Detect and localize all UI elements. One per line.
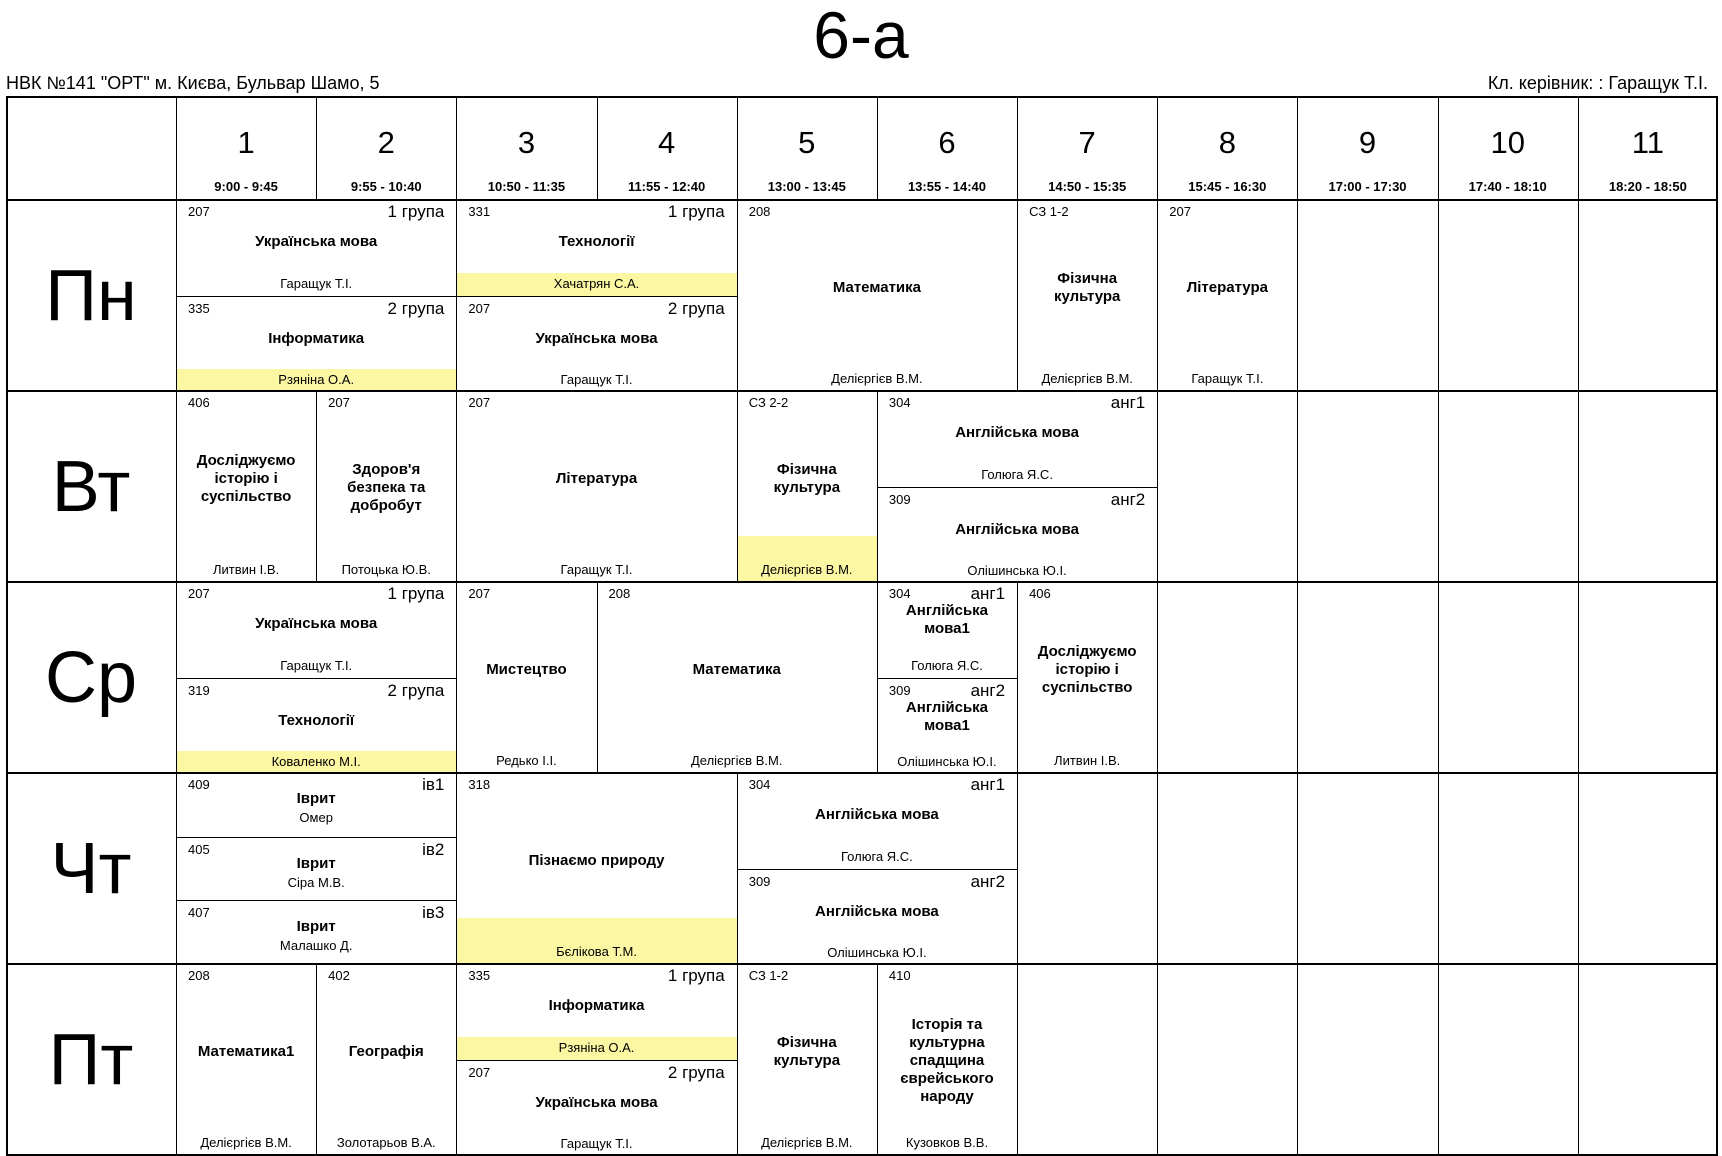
room-number: 207 [468, 1064, 491, 1080]
grid-line [6, 772, 1718, 774]
subject-name: Іврит [296, 918, 336, 936]
lesson-cell [877, 964, 1017, 1155]
period-time: 18:20 - 18:50 [1608, 179, 1687, 194]
grid-line [456, 391, 457, 582]
period-time: 10:50 - 11:35 [487, 179, 566, 194]
day-label: Вт [51, 446, 131, 527]
subject-name: Технології [278, 711, 355, 729]
subject-name: Досліджуємо історію і суспільство [1037, 643, 1137, 696]
period-time: 15:45 - 16:30 [1188, 179, 1267, 194]
subject-name: Іврит [296, 854, 336, 872]
grid-line [6, 199, 1718, 201]
group-label: 2 група [667, 298, 725, 318]
subject-name: Географія [348, 1043, 424, 1060]
period-time: 13:55 - 14:40 [907, 179, 986, 194]
grid-line [316, 964, 317, 1155]
period-number: 10 [1490, 125, 1525, 160]
room-number: 304 [748, 777, 771, 792]
room-number: 331 [468, 204, 491, 219]
room-number: 309 [888, 682, 911, 698]
subject-name: Англійська мова [815, 806, 939, 823]
grid-line [1578, 773, 1579, 964]
grid-line [1157, 200, 1158, 391]
period-number: 2 [377, 125, 395, 160]
subject-name: Інформатика [548, 997, 645, 1014]
period-header [597, 96, 737, 200]
group-label: анг1 [970, 775, 1006, 794]
subject-name: Англійська мова1 [905, 602, 989, 637]
group-label: 1 група [667, 202, 725, 221]
lesson-cell [176, 773, 456, 837]
subject-name: Література [1186, 279, 1268, 296]
room-number: СЗ 1-2 [748, 968, 789, 983]
group-label: анг2 [970, 871, 1006, 891]
grid-line [1438, 391, 1439, 582]
lesson-cell [737, 773, 1017, 869]
room-number: СЗ 1-2 [1029, 204, 1069, 219]
grid-line [737, 773, 738, 964]
teacher-name: Олішинська Ю.І. [897, 754, 997, 769]
grid-line [1157, 964, 1158, 1155]
grid-line [597, 96, 598, 200]
room-number: 207 [188, 204, 210, 219]
period-time: 11:55 - 12:40 [627, 179, 706, 194]
lesson-cell [1017, 200, 1157, 391]
lesson-cell [1017, 582, 1157, 773]
lesson-cell [877, 582, 1017, 678]
school-name: НВК №141 "ОРТ" м. Києва, Бульвар Шамо, 5 [6, 73, 380, 93]
subject-name: Мистецтво [486, 661, 567, 678]
grid-line [737, 391, 738, 582]
teacher-name: Голюга Я.С. [911, 657, 983, 673]
room-number: 304 [888, 586, 911, 601]
teacher-name: Потоцька Ю.В. [341, 562, 431, 577]
grid-line [456, 773, 457, 964]
period-header [176, 96, 316, 200]
timetable-grid [6, 96, 1718, 1156]
room-number: 207 [1169, 204, 1191, 219]
grid-line [1438, 96, 1439, 200]
class-teacher: Кл. керівник: : Гаращук Т.І. [1487, 73, 1708, 93]
grid-line [737, 96, 738, 200]
period-number: 7 [1078, 125, 1096, 160]
group-label: 1 група [667, 966, 725, 985]
subject-name: Фізична культура [1053, 270, 1121, 305]
subject-name: Пізнаємо природу [528, 852, 665, 869]
teacher-name: Делієргієв В.М. [1041, 371, 1133, 386]
room-number: 335 [188, 300, 210, 316]
teacher-name: Голюга Я.С. [981, 466, 1053, 482]
grid-line [456, 96, 457, 200]
teacher-name: Гаращук Т.І. [1191, 371, 1264, 386]
lesson-cell [176, 837, 456, 901]
subject-name: Математика1 [197, 1043, 295, 1060]
teacher-name: Гаращук Т.І. [560, 1136, 633, 1151]
teacher-name: Гаращук Т.І. [560, 372, 633, 387]
room-number: 208 [608, 586, 631, 601]
teacher-name: Рзяніна О.А. [558, 1039, 635, 1055]
lesson-cell [597, 582, 877, 773]
room-number: 407 [188, 905, 210, 921]
grid-line [1297, 200, 1298, 391]
group-label: 1 група [387, 584, 445, 603]
lesson-cell [456, 582, 596, 773]
teacher-name: Омер [299, 810, 333, 825]
subject-name: Українська мова [255, 233, 378, 250]
subject-name: Досліджуємо історію і суспільство [196, 452, 296, 505]
subject-name: Англійська мова [815, 902, 939, 920]
room-number: 208 [748, 204, 771, 219]
teacher-name: Олішинська Ю.І. [827, 945, 927, 960]
lesson-cell [737, 964, 877, 1155]
lesson-cell [456, 964, 736, 1060]
group-label: ів3 [422, 903, 445, 923]
subject-name: Здоров'я безпека та добробут [347, 461, 426, 514]
subject-name: Англійська мова [955, 424, 1079, 441]
lesson-cell [1157, 200, 1297, 391]
period-header [1017, 96, 1157, 200]
period-number: 9 [1358, 125, 1377, 160]
grid-line [1438, 200, 1439, 391]
lesson-cell [316, 964, 456, 1155]
room-number: 335 [468, 968, 491, 983]
subject-name: Математика [692, 661, 781, 678]
grid-line [316, 391, 317, 582]
period-number: 4 [657, 125, 676, 160]
period-number: 3 [517, 125, 536, 160]
teacher-name: Редько І.І. [496, 753, 557, 768]
grid-line [456, 582, 457, 773]
group-label: ів2 [422, 839, 445, 859]
subject-name: Математика [832, 279, 921, 296]
lesson-cell [176, 900, 456, 964]
grid-line [456, 200, 457, 391]
period-header [1297, 96, 1437, 200]
teacher-name: Малашко Д. [279, 938, 353, 954]
day-label: Чт [50, 828, 132, 909]
grid-line [1017, 200, 1018, 391]
teacher-name: Кузовков В.В. [905, 1135, 989, 1150]
group-label: ів1 [422, 775, 445, 794]
grid-line [1578, 582, 1579, 773]
lesson-cell [176, 391, 316, 582]
teacher-name: Хачатрян С.А. [553, 275, 640, 291]
grid-line [6, 963, 1718, 965]
room-number: 406 [188, 395, 210, 410]
room-number: СЗ 2-2 [748, 395, 789, 410]
room-number: 406 [1029, 586, 1051, 601]
period-number: 11 [1631, 125, 1664, 160]
grid-line [316, 96, 317, 200]
lesson-cell [176, 678, 456, 774]
grid-line [1297, 964, 1298, 1155]
subject-name: Англійська мова [955, 520, 1079, 538]
room-number: 207 [468, 395, 491, 410]
period-time: 17:40 - 18:10 [1468, 179, 1547, 194]
room-number: 410 [888, 968, 911, 983]
subject-name: Література [555, 470, 638, 487]
grid-line [1157, 773, 1158, 964]
room-number: 304 [888, 395, 911, 410]
grid-line [176, 96, 177, 1156]
group-label: 1 група [387, 202, 445, 221]
grid-line [1017, 964, 1018, 1155]
grid-line [6, 390, 1718, 392]
lesson-cell [877, 391, 1157, 487]
grid-line [1438, 773, 1439, 964]
period-time: 14:50 - 15:35 [1048, 179, 1127, 194]
lesson-cell [737, 391, 877, 582]
room-number: 207 [188, 586, 210, 601]
subject-name: Іврит [296, 790, 336, 807]
grid-line [1438, 964, 1439, 1155]
period-header [1578, 96, 1718, 200]
lesson-cell [456, 391, 736, 582]
lesson-cell [176, 200, 456, 296]
subject-name: Українська мова [535, 1093, 658, 1111]
teacher-name: Сіра М.В. [287, 874, 345, 890]
grid-line [1578, 964, 1579, 1155]
subject-name: Українська мова [255, 615, 378, 632]
grid-line [877, 96, 878, 200]
teacher-name: Делієргієв В.М. [200, 1135, 292, 1150]
period-number: 5 [798, 125, 816, 160]
grid-line [1017, 582, 1018, 773]
subject-name: Інформатика [268, 329, 365, 347]
teacher-name: Олішинська Ю.І. [967, 563, 1067, 578]
subject-name: Технології [558, 233, 635, 250]
group-label: анг1 [1110, 393, 1146, 412]
period-time: 17:00 - 17:30 [1328, 179, 1407, 194]
subject-name: Фізична культура [773, 461, 841, 496]
group-label: анг2 [970, 680, 1006, 700]
grid-line [1157, 582, 1158, 773]
period-time: 13:00 - 13:45 [767, 179, 846, 194]
room-number: 318 [468, 777, 491, 792]
day-label: Пн [45, 255, 137, 336]
grid-line [737, 964, 738, 1155]
teacher-name: Делієргієв В.М. [761, 562, 853, 577]
teacher-name: Гаращук Т.І. [280, 657, 353, 673]
period-number: 1 [237, 125, 255, 160]
subject-name: Фізична культура [773, 1034, 841, 1069]
grid-line [877, 964, 878, 1155]
lesson-cell [316, 391, 456, 582]
subject-name: Історія та культурна спадщина єврейського народу [900, 1016, 994, 1105]
period-header [1157, 96, 1297, 200]
grid-line [737, 200, 738, 391]
teacher-name: Делієргієв В.М. [761, 1135, 853, 1150]
grid-line [1297, 773, 1298, 964]
room-number: 402 [328, 968, 350, 983]
group-label: 2 група [667, 1062, 725, 1082]
lesson-cell [456, 200, 736, 296]
teacher-name: Литвин І.В. [212, 562, 280, 577]
lesson-cell [456, 296, 736, 392]
day-label: Ср [44, 637, 138, 718]
room-number: 207 [328, 395, 350, 410]
grid-line [1297, 582, 1298, 773]
period-time: 9:00 - 9:45 [214, 179, 278, 194]
subject-name: Українська мова [535, 329, 658, 347]
lesson-cell [737, 869, 1017, 965]
grid-line [1578, 200, 1579, 391]
grid-line [6, 581, 1718, 583]
lesson-cell [877, 678, 1017, 774]
grid-line [877, 391, 878, 582]
room-number: 208 [188, 968, 210, 983]
period-header [316, 96, 456, 200]
grid-line [877, 582, 878, 773]
lesson-cell [456, 773, 736, 964]
teacher-name: Бєлікова Т.М. [556, 944, 637, 959]
room-number: 405 [188, 841, 210, 857]
grid-line [1297, 96, 1298, 200]
page-title: 6-а [813, 0, 909, 72]
lesson-cell [877, 487, 1157, 583]
teacher-name: Литвин І.В. [1054, 753, 1121, 768]
teacher-name: Голюга Я.С. [841, 848, 913, 864]
period-number: 6 [938, 125, 956, 160]
lesson-cell [176, 964, 316, 1155]
grid-line [597, 582, 598, 773]
period-time: 9:55 - 10:40 [350, 179, 422, 194]
lesson-cell [176, 296, 456, 392]
period-header [877, 96, 1017, 200]
subject-name: Англійська мова1 [905, 698, 989, 734]
teacher-name: Коваленко М.І. [271, 754, 361, 769]
room-number: 309 [888, 491, 911, 507]
group-label: анг2 [1110, 489, 1146, 509]
room-number: 319 [188, 682, 210, 698]
period-header [456, 96, 596, 200]
group-label: анг1 [970, 584, 1006, 603]
room-number: 207 [468, 300, 491, 316]
teacher-name: Золотарьов В.А. [336, 1135, 436, 1150]
group-label: 2 група [387, 298, 445, 318]
room-number: 409 [188, 777, 210, 792]
grid-line [1017, 773, 1018, 964]
grid-line [1578, 391, 1579, 582]
period-header [737, 96, 877, 200]
grid-line [1438, 582, 1439, 773]
lesson-cell [456, 1060, 736, 1156]
teacher-name: Гаращук Т.І. [560, 562, 633, 577]
teacher-name: Делієргієв В.М. [690, 753, 783, 768]
grid-line [1017, 96, 1018, 200]
grid-line [1157, 391, 1158, 582]
room-number: 309 [748, 873, 771, 889]
grid-line [1578, 96, 1579, 200]
period-header [1438, 96, 1578, 200]
group-label: 2 група [387, 680, 445, 700]
period-number: 8 [1218, 125, 1236, 160]
room-number: 207 [468, 586, 491, 601]
lesson-cell [176, 582, 456, 678]
grid-line [1157, 96, 1158, 200]
teacher-name: Рзяніна О.А. [278, 372, 355, 387]
teacher-name: Гаращук Т.І. [280, 275, 353, 291]
grid-line [1297, 391, 1298, 582]
day-label: Пт [48, 1019, 134, 1100]
teacher-name: Делієргієв В.М. [831, 371, 923, 386]
grid-line [456, 964, 457, 1155]
lesson-cell [737, 200, 1017, 391]
